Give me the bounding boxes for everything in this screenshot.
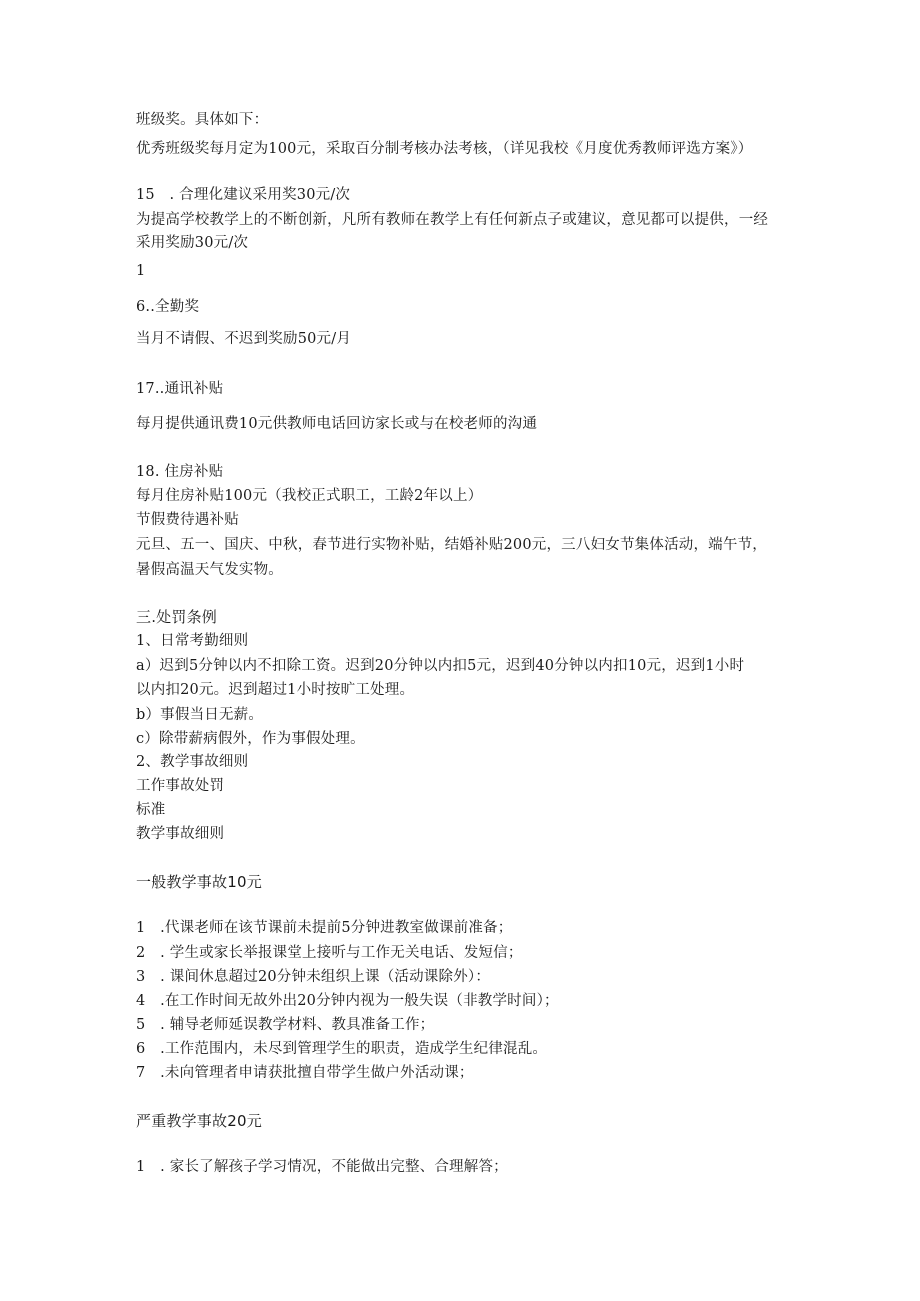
chapter-heading: 三.处罚条例 — [136, 608, 217, 626]
text-line: 工作事故处罚 — [136, 778, 225, 794]
text-line: c）除带薪病假外，作为事假处理。 — [136, 731, 365, 747]
text-line: 优秀班级奖每月定为100元，采取百分制考核办法考核，（详见我校《月度优秀教师评选方案》） — [136, 141, 753, 157]
section-heading: 2、教学事故细则 — [136, 754, 249, 770]
text-line: 每月提供通讯费10元供教师电话回访家长或与在校老师的沟通 — [136, 416, 538, 432]
list-item: 5 . 辅导老师延误教学材料、教具准备工作； — [136, 1017, 435, 1033]
text-line: 班级奖。具体如下： — [136, 112, 269, 128]
text-line: a）迟到5分钟以内不扣除工资。迟到20分钟以内扣5元，迟到40分钟以内扣10元，迟到1小时 — [136, 658, 745, 674]
section-heading: 18. 住房补贴 — [136, 464, 224, 480]
list-item: 1 .代课老师在该节课前未提前5分钟进教室做课前准备； — [136, 920, 513, 936]
text-line: 暑假高温天气发实物。 — [136, 562, 283, 578]
text-line: 当月不请假、不迟到奖励50元/月 — [136, 331, 352, 347]
list-item: 4 .在工作时间无故外出20分钟内视为一般失误（非教学时间）； — [136, 993, 559, 1009]
text-line: 元旦、五一、国庆、中秋，春节进行实物补贴，结婚补贴200元，三八妇女节集体活动，端午节， — [136, 537, 767, 553]
section-heading: 17..通讯补贴 — [136, 381, 224, 397]
list-item: 2 . 学生或家长举报课堂上接听与工作无关电话、发短信； — [136, 945, 523, 961]
page-number: 1 — [136, 263, 146, 279]
text-line: 每月住房补贴100元（我校正式职工，工龄2年以上） — [136, 488, 483, 504]
list-item: 3 . 课间休息超过20分钟未组织上课（活动课除外）： — [136, 969, 491, 985]
text-line: 为提高学校教学上的不断创新，凡所有教师在教学上有任何新点子或建议，意见都可以提供，一经 — [136, 212, 769, 228]
text-line: 以内扣20元。迟到超过1小时按旷工处理。 — [136, 682, 415, 698]
subsection-heading: 严重教学事故20元 — [136, 1112, 262, 1130]
subsection-heading: 一般教学事故10元 — [136, 873, 262, 891]
section-heading: 1、日常考勤细则 — [136, 633, 249, 649]
section-heading: 节假费待遇补贴 — [136, 512, 239, 528]
list-item: 7 .未向管理者申请获批擅自带学生做户外活动课； — [136, 1065, 474, 1081]
text-line: 标准 — [136, 802, 166, 818]
section-heading: 6..全勤奖 — [136, 299, 200, 315]
section-heading: 15 . 合理化建议采用奖30元/次 — [136, 187, 351, 203]
text-line: b）事假当日无薪。 — [136, 707, 264, 723]
text-line: 教学事故细则 — [136, 826, 225, 842]
text-line: 采用奖励30元/次 — [136, 235, 249, 251]
list-item: 1 . 家长了解孩子学习情况，不能做出完整、合理解答； — [136, 1159, 508, 1175]
list-item: 6 .工作范围内，未尽到管理学生的职责，造成学生纪律混乱。 — [136, 1041, 548, 1057]
